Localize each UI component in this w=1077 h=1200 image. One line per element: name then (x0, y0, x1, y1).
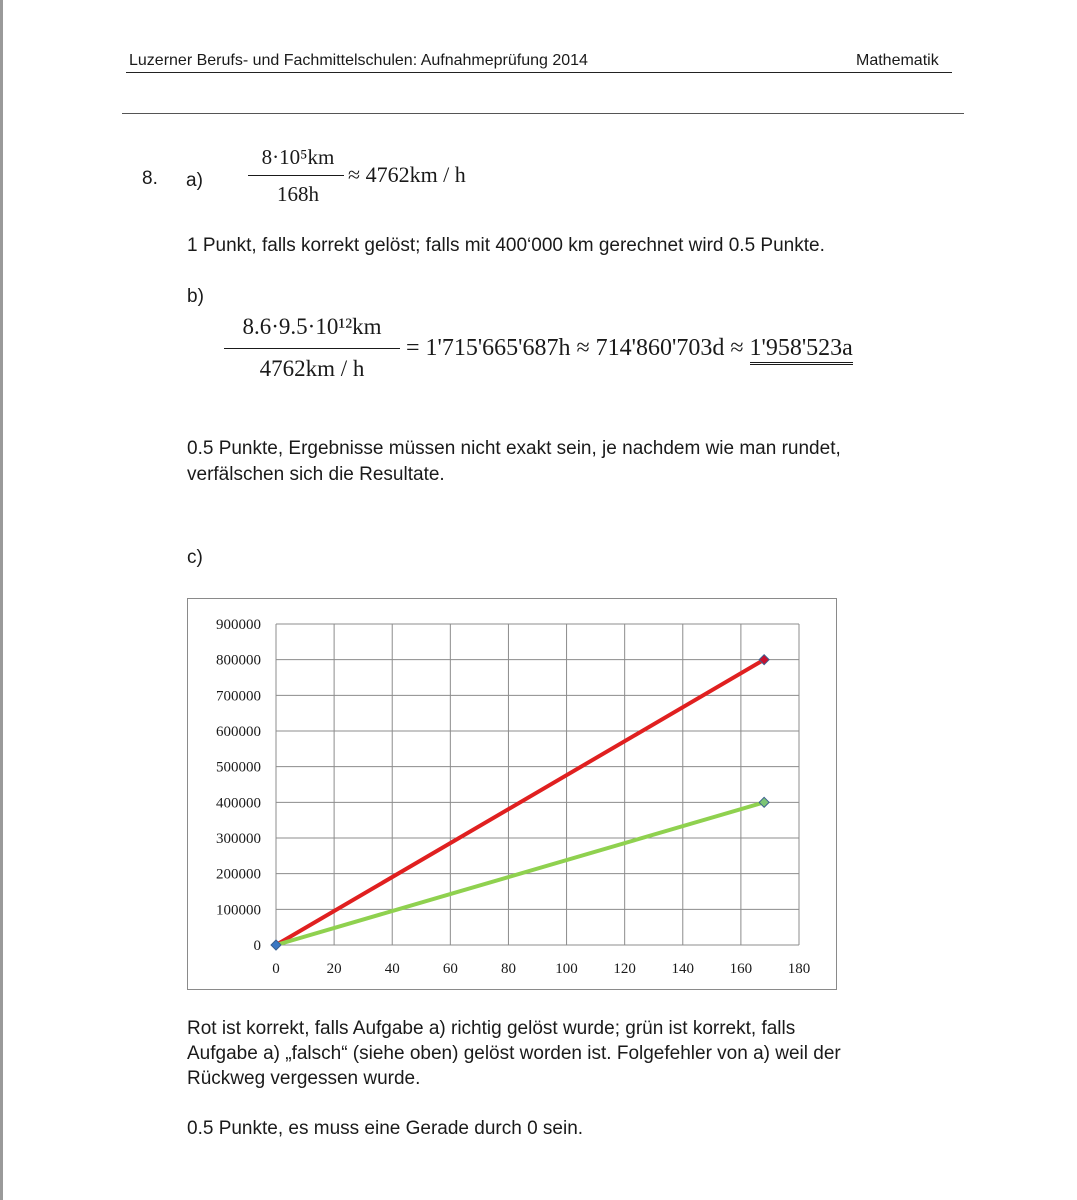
y-tick-label: 600000 (216, 724, 261, 740)
x-tick-label: 160 (729, 961, 753, 977)
y-tick-label: 300000 (216, 831, 261, 847)
y-tick-label: 900000 (216, 617, 261, 633)
x-tick-label: 100 (555, 961, 578, 977)
part-a-denominator: 168h (277, 182, 319, 206)
header-rule (126, 72, 952, 73)
y-tick-label: 100000 (216, 902, 261, 919)
x-tick-label: 180 (787, 961, 811, 977)
part-a-label: a) (186, 170, 203, 191)
part-a-numerator: 8·10⁵km (261, 145, 335, 169)
x-tick-label: 140 (671, 961, 695, 977)
y-tick-label: 500000 (216, 759, 261, 776)
page-edge (0, 0, 3, 1200)
part-c-label: c) (187, 547, 203, 568)
x-tick-label: 20 (326, 961, 342, 977)
x-tick-label: 0 (272, 961, 280, 977)
y-tick-label: 0 (253, 938, 261, 954)
part-a-result: ≈ 4762km / h (348, 162, 466, 187)
part-a-fraction-line (248, 175, 344, 176)
part-b-points-line1: 0.5 Punkte, Ergebnisse müssen nicht exakt sein, je nachdem wie man rundet, (187, 438, 841, 459)
header-subject: Mathematik (856, 52, 939, 69)
x-tick-label: 120 (613, 961, 636, 977)
separator-rule (122, 113, 964, 114)
part-b-result (406, 335, 853, 362)
chart-frame (187, 598, 837, 990)
part-b-fraction-line (224, 348, 400, 349)
y-tick-label: 200000 (216, 866, 261, 883)
part-c-points: 0.5 Punkte, es muss eine Gerade durch 0 sein. (187, 1118, 584, 1139)
part-b-label: b) (187, 286, 204, 307)
part-b-final-answer: 1'958'523a (750, 335, 853, 365)
y-tick-label: 800000 (216, 652, 261, 669)
part-b-numerator: 8.6·9.5·10¹²km (242, 314, 382, 339)
data-point-grün (759, 797, 769, 807)
y-tick-label: 400000 (216, 795, 261, 812)
line-chart (188, 599, 836, 989)
part-c-note-line2: Aufgabe a) „falsch“ (siehe oben) gelöst worden ist. Folgefehler von a) weil der (187, 1043, 841, 1064)
part-c-note-line3: Rückweg vergessen wurde. (187, 1068, 421, 1089)
part-a-points: 1 Punkt, falls korrekt gelöst; falls mit 400‘000 km gerechnet wird 0.5 Punkte. (187, 235, 825, 256)
part-c-note-line1: Rot ist korrekt, falls Aufgabe a) richtig gelöst wurde; grün ist korrekt, falls (187, 1018, 796, 1039)
x-tick-label: 40 (384, 961, 400, 977)
y-tick-label: 700000 (216, 688, 261, 705)
header-title: Luzerner Berufs- und Fachmittelschulen: Aufnahmeprüfung 2014 (129, 52, 588, 69)
part-b-denominator: 4762km / h (259, 356, 365, 381)
part-b-points-line2: verfälschen sich die Resultate. (187, 464, 445, 485)
x-tick-label: 80 (500, 961, 516, 977)
part-b-result-chain: = 1'715'665'687h ≈ 714'860'703d ≈ (406, 335, 744, 361)
task-number: 8. (142, 168, 158, 189)
x-tick-label: 60 (442, 961, 458, 977)
